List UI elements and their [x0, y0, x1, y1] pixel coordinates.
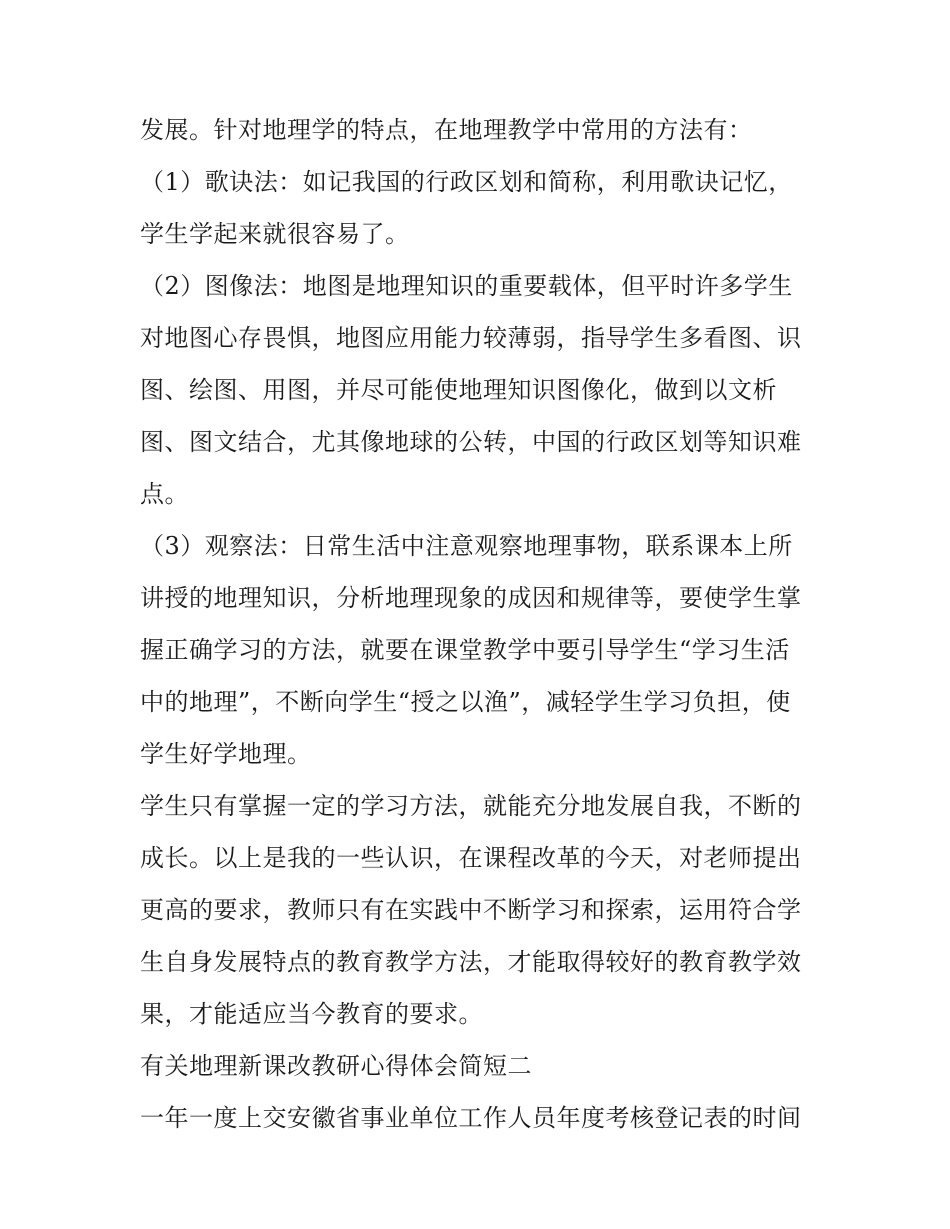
- text-line: 学生只有掌握一定的学习方法，就能充分地发展自我，不断的: [140, 792, 802, 820]
- section-heading: 有关地理新课改教研心得体会简短二: [140, 1052, 532, 1080]
- text-line: 学生好学地理。: [140, 740, 312, 768]
- text-line: 更高的要求，教师只有在实践中不断学习和探索，运用符合学: [140, 896, 802, 924]
- text-line: 点。: [140, 480, 189, 508]
- text-line: 图、绘图、用图，并尽可能使地理知识图像化，做到以文析: [140, 376, 777, 404]
- text-line: 对地图心存畏惧，地图应用能力较薄弱，指导学生多看图、识: [140, 324, 802, 352]
- text-line: 发展。针对地理学的特点，在地理教学中常用的方法有：: [140, 116, 753, 144]
- text-line: 握正确学习的方法，就要在课堂教学中要引导学生“学习生活: [140, 636, 790, 664]
- text-line: （1）歌诀法：如记我国的行政区划和简称，利用歌诀记忆，: [140, 168, 793, 196]
- text-line: 讲授的地理知识，分析地理现象的成因和规律等，要使学生掌: [140, 584, 802, 612]
- text-line: （2）图像法：地图是地理知识的重要载体，但平时许多学生: [140, 272, 793, 300]
- text-line: 中的地理”，不断向学生“授之以渔”，减轻学生学习负担，使: [140, 688, 791, 716]
- text-line: 图、图文结合，尤其像地球的公转，中国的行政区划等知识难: [140, 428, 802, 456]
- text-line: 学生学起来就很容易了。: [140, 220, 410, 248]
- text-line: 成长。以上是我的一些认识，在课程改革的今天，对老师提出: [140, 844, 802, 872]
- text-line: 一年一度上交安徽省事业单位工作人员年度考核登记表的时间: [140, 1104, 802, 1132]
- text-line: （3）观察法：日常生活中注意观察地理事物，联系课本上所: [140, 532, 793, 560]
- text-line: 果，才能适应当今教育的要求。: [140, 1000, 483, 1028]
- text-line: 生自身发展特点的教育教学方法，才能取得较好的教育教学效: [140, 948, 802, 976]
